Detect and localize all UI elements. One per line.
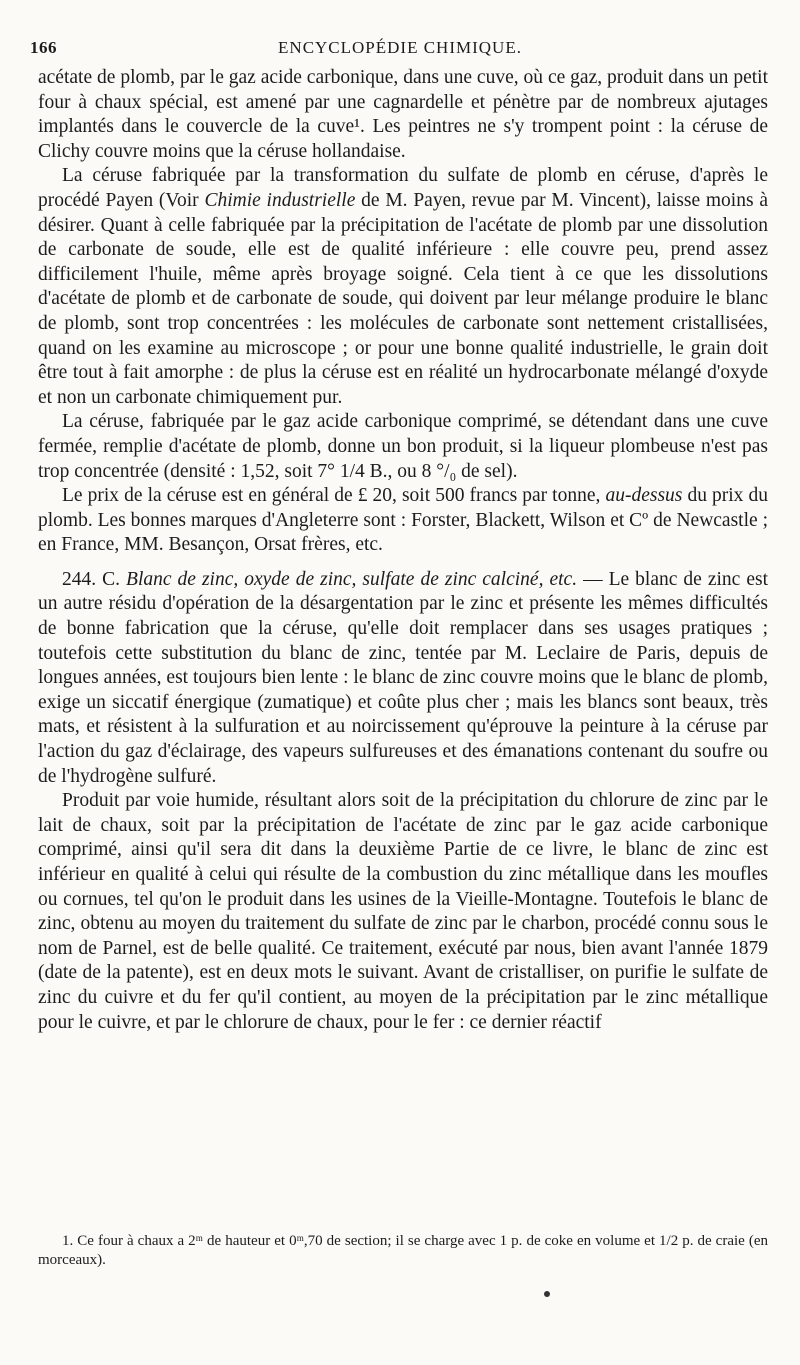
paragraph-2-text-b: de M. Payen, revue par M. Vincent), laisse moins à désirer. Quant à celle fabriquée par la précipitation de l'acétate de plomb par une dissolution de carbonate de soude, elle est de qualité inférieure : elle couvre peu, prend assez difficilement l'huile, même après broyage soigné. Cela tient à ce que les dissolutions d'acétate de plomb et de carbonate de soude, qui doivent par leur mélange produire le blanc de plomb, sont trop concentrées : les molécules de carbonate sont nettement cristallisées, quand on les examine au microscope ; or pour une bonne qualité industrielle, le grain doit être tout à fait amorphe : de plus la céruse est en réalité un hydrocarbonate mélangé d'oxyde et non un carbonate chimiquement pur. — [38, 189, 768, 408]
running-head: ENCYCLOPÉDIE CHIMIQUE. — [278, 38, 522, 57]
footnotes — [38, 1232, 768, 1270]
paragraph-4-text-a: Le prix de la céruse est en général de £ 20, soit 500 francs par tonne, — [62, 485, 606, 507]
section-text: — Le blanc de zinc est un autre résidu d'opération de la désargentation par le zinc et présente les mêmes difficultés de bonne fabrication que la céruse, qu'elle doit remplacer dans ses usages pratiques ; toutefois cette substitution du blanc de zinc, tentée par M. Leclaire de Paris, depuis de longues années, est toujours bien lente : le blanc de zinc couvre moins que le blanc de plomb, exige un siccatif énergique (zumatique) et coûte plus cher ; mais les blancs sont beaux, très mats, et résistent à la sulfuration et au noircissement qu'éprouve la peinture à la céruse par l'action du gaz d'éclairage, des vapeurs sulfureuses et des émanations contenant du soufre ou de l'hydrogène sulfuré. — [38, 568, 768, 787]
italic-phrase: au-dessus — [605, 485, 683, 507]
paragraph-2-text-a: La céruse fabriquée par la transformation du sulfate de plomb en céruse, d'après le procédé Payen (Voir — [38, 165, 768, 211]
page-header — [30, 38, 770, 62]
section-title: Blanc de zinc, oxyde de zinc, sulfate de zinc calciné, etc. — [126, 568, 578, 590]
section-244 — [38, 568, 768, 789]
page-number: 166 — [30, 38, 57, 57]
section-number: 244. C. — [62, 568, 127, 590]
ink-dot — [544, 1291, 550, 1297]
paragraph-6: Produit par voie humide, résultant alors soit de la précipitation du chlorure de zinc par le lait de chaux, soit par la précipitation de l'acétate de zinc par le gaz acide carbonique comprimé, ainsi qu'il sera dit dans la deuxième Partie de ce livre, le blanc de zinc est inférieur en qualité à celui qui résulte de la combustion du zinc métallique dans les moufles ou cornues, tel qu'on le produit dans les usines de la Vieille-Montagne. Toutefois le blanc de zinc, obtenu au moyen du traitement du sulfate de zinc par le charbon, procédé connu sous le nom de Parnel, est de belle qualité. Ce traitement, exécuté par nous, bien avant l'année 1879 (date de la patente), est en deux mots le suivant. Avant de cristalliser, on purifie le sulfate de zinc du cuivre et du fer qu'il contient, au moyen de la précipitation par le zinc métallique pour le cuivre, et par le chlorure de chaux, pour le fer : ce dernier réactif — [38, 790, 768, 1033]
book-title-italic: Chimie industrielle — [204, 189, 356, 211]
paragraph-4-text-b: du prix du plomb. Les bonnes marques d'Angleterre sont : Forster, Blackett, Wilson et Cº de Newcastle ; en France, MM. Besançon, Orsat frères, etc. — [38, 485, 768, 556]
body-text — [38, 66, 768, 1035]
paragraph-4 — [38, 484, 768, 558]
paragraph-2 — [38, 164, 768, 410]
paragraph-3: La céruse, fabriquée par le gaz acide carbonique comprimé, se détendant dans une cuve fermée, remplie d'acétate de plomb, donne un bon produit, si la liqueur plombeuse n'est pas trop concentrée (densité : 1,52, soit 7° 1/4 B., ou 8 °/₀ de sel). — [38, 411, 768, 482]
paragraph-1: acétate de plomb, par le gaz acide carbonique, dans une cuve, où ce gaz, produit dans un petit four à chaux spécial, est amené par une cagnardelle et pénètre par de nombreux ajutages implantés dans le couvercle de la cuve¹. Les peintres ne s'y trompent point : la céruse de Clichy couvre moins que la céruse hollandaise. — [38, 67, 768, 162]
footnote-1: 1. Ce four à chaux a 2ᵐ de hauteur et 0ᵐ,70 de section; il se charge avec 1 p. de coke en volume et 1/2 p. de craie (en morceaux). — [38, 1233, 768, 1268]
